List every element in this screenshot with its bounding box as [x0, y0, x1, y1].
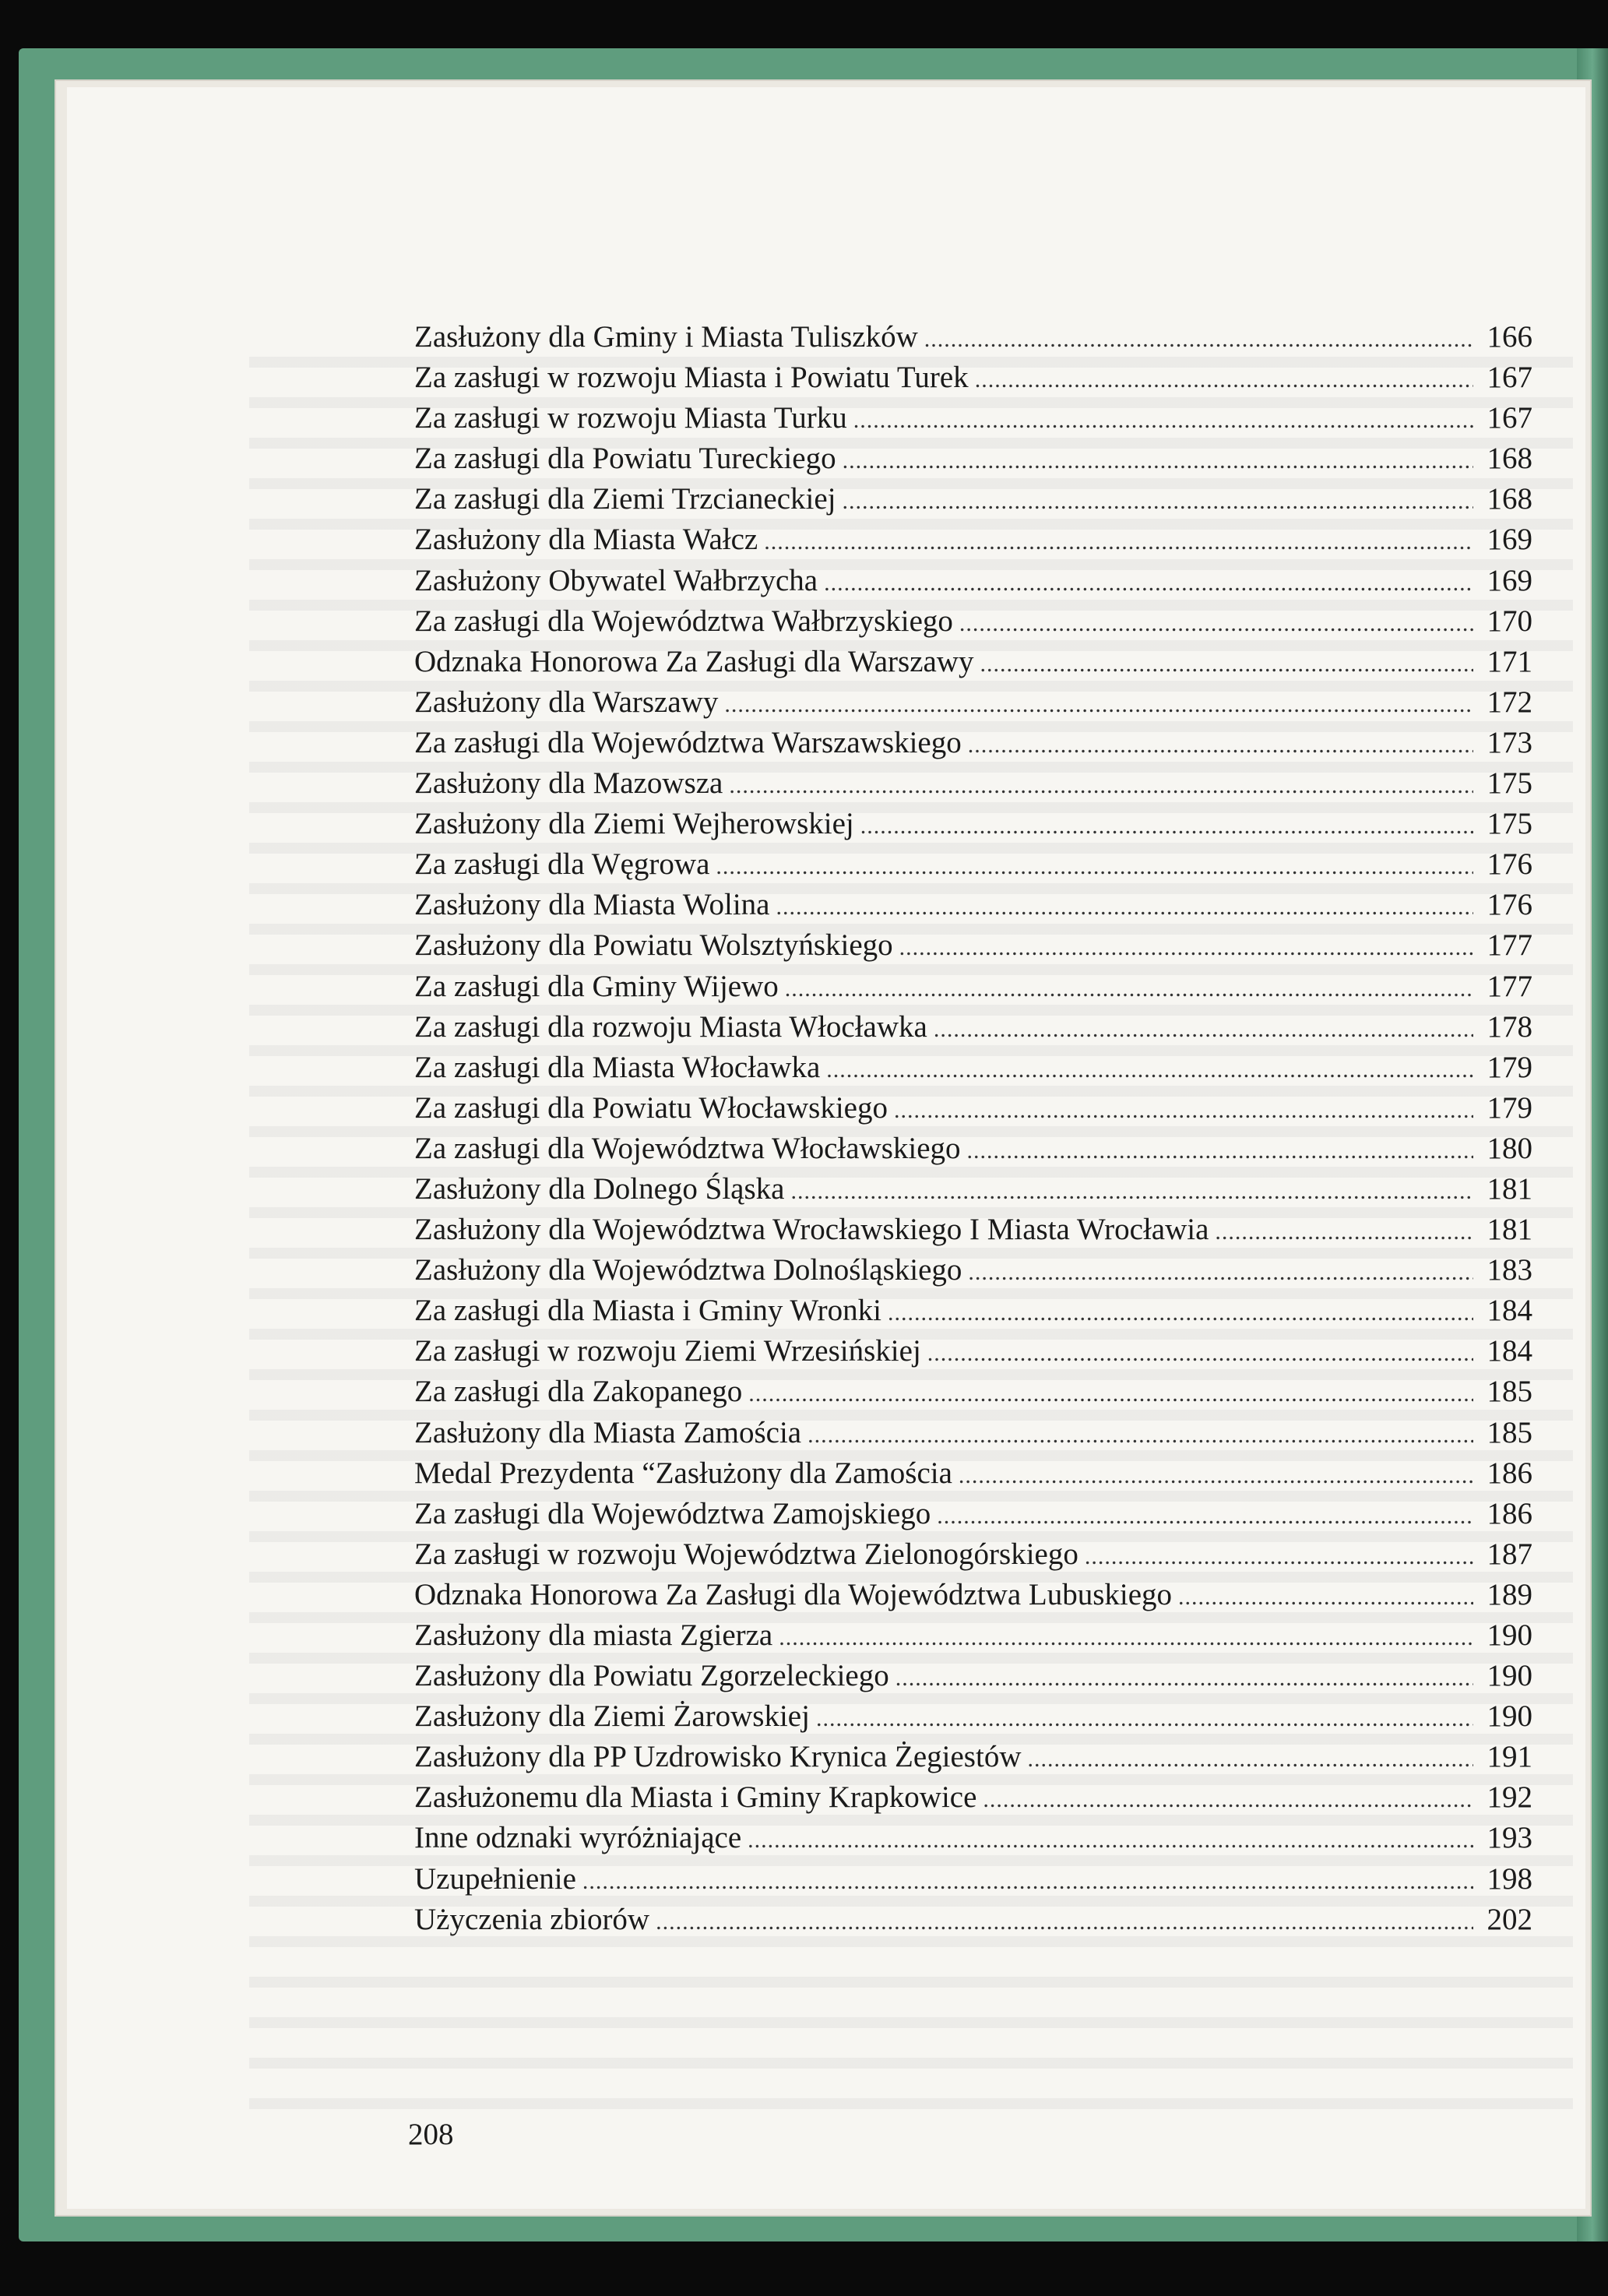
toc-entry-title: Odznaka Honorowa Za Zasługi dla Województwa Lubuskiego: [414, 1577, 1173, 1611]
dot-leader: [1178, 1584, 1473, 1611]
toc-entry-page-number: 181: [1487, 1171, 1532, 1206]
toc-entry-page-number: 190: [1487, 1618, 1532, 1652]
dot-leader: [983, 1787, 1473, 1813]
toc-entry: [414, 319, 1532, 360]
toc-entry-page-number: 177: [1487, 969, 1532, 1003]
dot-leader: [860, 813, 1473, 840]
toc-entry-title: Zasłużony dla Powiatu Zgorzeleckiego: [414, 1659, 889, 1693]
toc-entry-title: Za zasługi dla Województwa Warszawskiego: [414, 725, 962, 759]
toc-entry-page-number: 193: [1487, 1821, 1532, 1855]
dot-leader: [895, 1665, 1473, 1692]
toc-entry-title: Zasłużony dla Miasta Wałcz: [414, 523, 758, 557]
toc-entry-page-number: 175: [1487, 807, 1532, 841]
dot-leader: [808, 1422, 1473, 1449]
dot-leader: [959, 1463, 1473, 1489]
dot-leader: [748, 1381, 1473, 1407]
toc-entry-page-number: 179: [1487, 1050, 1532, 1084]
toc-entry-page-number: 166: [1487, 320, 1532, 354]
toc-entry-page-number: 172: [1487, 685, 1532, 719]
toc-entry-title: Za zasługi dla Województwa Włocławskiego: [414, 1131, 961, 1165]
toc-entry-title: Za zasługi w rozwoju Województwa Zielonogórskiego: [414, 1537, 1078, 1571]
toc-entry: [414, 969, 1532, 1009]
toc-entry-title: Zasłużony dla miasta Zgierza: [414, 1618, 773, 1652]
toc-entry-page-number: 181: [1487, 1213, 1532, 1247]
toc-entry-page-number: 177: [1487, 928, 1532, 963]
dot-leader: [826, 1057, 1473, 1083]
toc-entry-title: Za zasługi dla rozwoju Miasta Włocławka: [414, 1009, 927, 1044]
dot-leader: [656, 1909, 1473, 1935]
toc-entry: [414, 1537, 1532, 1577]
toc-entry-page-number: 190: [1487, 1659, 1532, 1693]
toc-entry-title: Za zasługi w rozwoju Ziemi Wrzesińskiej: [414, 1334, 921, 1368]
dot-leader: [790, 1178, 1473, 1205]
toc-entry-page-number: 183: [1487, 1253, 1532, 1287]
dot-leader: [927, 1340, 1473, 1367]
toc-entry-title: Za zasługi dla Węgrowa: [414, 847, 710, 882]
toc-entry-title: Zasłużony Obywatel Wałbrzycha: [414, 563, 818, 597]
toc-entry-page-number: 185: [1487, 1415, 1532, 1449]
toc-entry-page-number: 168: [1487, 482, 1532, 516]
toc-entry-page-number: 198: [1487, 1861, 1532, 1896]
toc-entry: [414, 644, 1532, 685]
dot-leader: [888, 1300, 1473, 1326]
toc-entry: [414, 1090, 1532, 1131]
toc-entry-page-number: 184: [1487, 1334, 1532, 1368]
toc-entry: [414, 563, 1532, 604]
toc-entry: [414, 1009, 1532, 1050]
dot-leader: [968, 1259, 1473, 1286]
toc-entry-page-number: 175: [1487, 766, 1532, 801]
dot-leader: [894, 1097, 1473, 1124]
toc-entry: [414, 887, 1532, 928]
toc-entry: [414, 928, 1532, 968]
toc-entry: [414, 1699, 1532, 1739]
toc-entry-page-number: 176: [1487, 888, 1532, 922]
dot-leader: [582, 1868, 1473, 1895]
page-number: 208: [408, 2118, 454, 2151]
dot-leader: [959, 611, 1473, 637]
toc-entry-title: Zasłużony dla Mazowsza: [414, 766, 723, 801]
toc-entry-page-number: 192: [1487, 1780, 1532, 1815]
dot-leader: [975, 367, 1473, 393]
dot-leader: [785, 976, 1473, 1002]
toc-entry: [414, 1902, 1532, 1942]
toc-entry-page-number: 185: [1487, 1375, 1532, 1409]
toc-entry: [414, 1820, 1532, 1861]
toc-entry: [414, 1658, 1532, 1699]
dot-leader: [843, 448, 1473, 474]
dot-leader: [967, 1138, 1473, 1164]
toc-entry: [414, 522, 1532, 562]
toc-entry: [414, 1252, 1532, 1293]
dot-leader: [729, 773, 1473, 799]
toc-entry-page-number: 176: [1487, 847, 1532, 882]
toc-entry: [414, 1780, 1532, 1820]
toc-entry-title: Użyczenia zbiorów: [414, 1902, 650, 1936]
dot-leader: [764, 529, 1473, 555]
toc-entry: [414, 360, 1532, 400]
toc-entry: [414, 481, 1532, 522]
dot-leader: [980, 651, 1473, 678]
dot-leader: [934, 1016, 1473, 1043]
toc-entry: [414, 1739, 1532, 1780]
toc-entry-page-number: 167: [1487, 401, 1532, 435]
toc-entry-page-number: 169: [1487, 563, 1532, 597]
toc-entry-title: Za zasługi dla Województwa Wałbrzyskiego: [414, 604, 953, 638]
toc-entry-title: Zasłużony dla Ziemi Żarowskiej: [414, 1699, 810, 1734]
dot-leader: [816, 1706, 1473, 1732]
toc-entry-title: Uzupełnienie: [414, 1861, 576, 1896]
toc-entry: [414, 1374, 1532, 1414]
dot-leader: [724, 692, 1473, 718]
dot-leader: [899, 935, 1473, 961]
toc-entry: [414, 1050, 1532, 1090]
toc-entry-title: Zasłużony dla Województwa Wrocławskiego I Miasta Wrocławia: [414, 1213, 1209, 1247]
toc-entry-page-number: 189: [1487, 1577, 1532, 1611]
dot-leader: [776, 894, 1473, 921]
toc-entry-page-number: 190: [1487, 1699, 1532, 1734]
toc-entry-title: Za zasługi dla Miasta i Gminy Wronki: [414, 1294, 881, 1328]
toc-entry-page-number: 186: [1487, 1496, 1532, 1530]
toc-entry-title: Zasłużonemu dla Miasta i Gminy Krapkowice: [414, 1780, 977, 1815]
dot-leader: [1028, 1746, 1474, 1773]
toc-entry-title: Zasłużony dla Miasta Zamościa: [414, 1415, 802, 1449]
dot-leader: [968, 732, 1473, 759]
dot-leader: [853, 407, 1473, 434]
table-of-contents: [414, 319, 1532, 1942]
toc-entry-title: Za zasługi dla Powiatu Tureckiego: [414, 442, 836, 476]
toc-entry-page-number: 169: [1487, 523, 1532, 557]
toc-entry: [414, 1861, 1532, 1902]
toc-entry-title: Za zasługi dla Ziemi Trzcianeckiej: [414, 482, 836, 516]
dot-leader: [824, 570, 1473, 597]
toc-entry-page-number: 171: [1487, 644, 1532, 678]
toc-entry-title: Zasłużony dla Warszawy: [414, 685, 719, 719]
toc-entry: [414, 1577, 1532, 1618]
toc-entry-page-number: 167: [1487, 361, 1532, 395]
toc-entry-title: Medal Prezydenta “Zasłużony dla Zamościa: [414, 1456, 952, 1490]
toc-entry: [414, 1333, 1532, 1374]
toc-entry-page-number: 184: [1487, 1294, 1532, 1328]
toc-entry-page-number: 173: [1487, 725, 1532, 759]
dot-leader: [843, 488, 1474, 515]
dot-leader: [779, 1625, 1473, 1651]
dot-leader: [937, 1503, 1473, 1530]
toc-entry-title: Zasłużony dla PP Uzdrowisko Krynica Żegiestów: [414, 1740, 1022, 1774]
toc-entry-title: Za zasługi dla Zakopanego: [414, 1375, 743, 1409]
toc-entry: [414, 1496, 1532, 1537]
toc-entry-title: Za zasługi w rozwoju Miasta Turku: [414, 401, 847, 435]
toc-entry: [414, 1171, 1532, 1212]
toc-entry-page-number: 187: [1487, 1537, 1532, 1571]
toc-entry-page-number: 170: [1487, 604, 1532, 638]
toc-entry: [414, 806, 1532, 847]
toc-entry-title: Zasłużony dla Województwa Dolnośląskiego: [414, 1253, 962, 1287]
toc-entry-page-number: 179: [1487, 1090, 1532, 1125]
toc-entry: [414, 1618, 1532, 1658]
toc-entry: [414, 685, 1532, 725]
toc-entry-title: Zasłużony dla Miasta Wolina: [414, 888, 770, 922]
dot-leader: [748, 1827, 1473, 1854]
toc-entry-title: Zasłużony dla Powiatu Wolsztyńskiego: [414, 928, 893, 963]
toc-entry: [414, 604, 1532, 644]
dot-leader: [1215, 1219, 1473, 1245]
toc-entry-title: Zasłużony dla Gminy i Miasta Tuliszków: [414, 320, 918, 354]
toc-entry-page-number: 178: [1487, 1009, 1532, 1044]
toc-entry-page-number: 186: [1487, 1456, 1532, 1490]
toc-entry-title: Inne odznaki wyróżniające: [414, 1821, 742, 1855]
toc-entry-title: Za zasługi dla Miasta Włocławka: [414, 1050, 821, 1084]
toc-entry: [414, 1212, 1532, 1252]
toc-entry: [414, 725, 1532, 766]
toc-entry-page-number: 191: [1487, 1740, 1532, 1774]
toc-entry-page-number: 180: [1487, 1131, 1532, 1165]
toc-entry-title: Za zasługi dla Gminy Wijewo: [414, 969, 779, 1003]
toc-entry-title: Za zasługi w rozwoju Miasta i Powiatu Turek: [414, 361, 969, 395]
toc-entry: [414, 847, 1532, 887]
toc-entry: [414, 1415, 1532, 1456]
toc-entry-title: Za zasługi dla Województwa Zamojskiego: [414, 1496, 931, 1530]
toc-entry: [414, 766, 1532, 806]
toc-entry: [414, 1293, 1532, 1333]
toc-entry-title: Zasłużony dla Ziemi Wejherowskiej: [414, 807, 854, 841]
toc-entry-title: Zasłużony dla Dolnego Śląska: [414, 1171, 785, 1206]
toc-entry-page-number: 202: [1487, 1902, 1532, 1936]
toc-entry: [414, 1456, 1532, 1496]
toc-entry-title: Odznaka Honorowa Za Zasługi dla Warszawy: [414, 644, 974, 678]
toc-entry-page-number: 168: [1487, 442, 1532, 476]
dot-leader: [716, 854, 1473, 880]
toc-entry-title: Za zasługi dla Powiatu Włocławskiego: [414, 1090, 888, 1125]
toc-entry: [414, 400, 1532, 441]
toc-entry: [414, 441, 1532, 481]
dot-leader: [1085, 1544, 1473, 1570]
toc-entry: [414, 1131, 1532, 1171]
dot-leader: [924, 326, 1473, 353]
